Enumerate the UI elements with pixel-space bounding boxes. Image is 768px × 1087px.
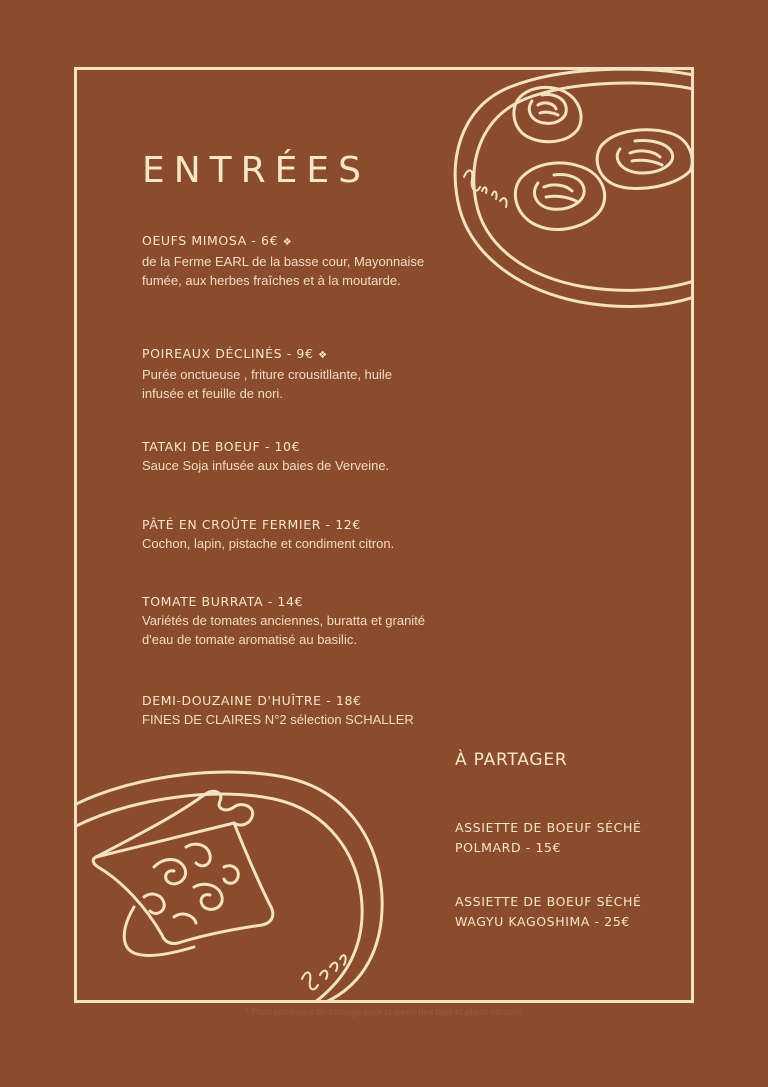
dish-description: Cochon, lapin, pistache et condiment citron. bbox=[142, 536, 395, 551]
dish-name: DEMI-DOUZAINE D'HUÎTRE - 18€ bbox=[142, 693, 362, 708]
share-item-line: ASSIETTE DE BOEUF SÉCHÉ bbox=[455, 894, 642, 909]
dish-description: Sauce Soja infusée aux baies de Verveine. bbox=[142, 458, 390, 473]
dish-poireaux-declines bbox=[142, 345, 442, 403]
dish-name: OEUFS MIMOSA - 6€ bbox=[142, 233, 279, 248]
dish-demi-douzaine-huitre bbox=[142, 692, 442, 729]
vegetarian-mark-icon: ❖ bbox=[282, 237, 293, 248]
share-item-polmard bbox=[455, 818, 685, 858]
dish-name: TATAKI DE BOEUF - 10€ bbox=[142, 439, 301, 454]
pate-en-croute-illustration bbox=[74, 757, 394, 1003]
dish-tomate-burrata bbox=[142, 593, 442, 649]
share-item-price-line: POLMARD - 15€ bbox=[455, 840, 562, 855]
eggs-mimosa-illustration bbox=[440, 67, 694, 312]
dish-oeufs-mimosa bbox=[142, 232, 442, 290]
dish-name: POIREAUX DÉCLINÉS - 9€ bbox=[142, 346, 314, 361]
share-item-line: ASSIETTE DE BOEUF SÉCHÉ bbox=[455, 820, 642, 835]
share-item-price-line: WAGYU KAGOSHIMA - 25€ bbox=[455, 914, 630, 929]
dish-tataki-de-boeuf bbox=[142, 438, 442, 475]
share-section-title: À PARTAGER bbox=[455, 750, 568, 770]
footnote: * Plats contenant du fromage pour la santé des fans et plaisir complet bbox=[245, 1007, 523, 1017]
vegetarian-mark-icon: ❖ bbox=[318, 350, 328, 361]
dish-description: Purée onctueuse , friture crousitllante, huile infusée et feuille de nori. bbox=[142, 367, 393, 401]
dish-description: Variétés de tomates anciennes, buratta et granité d'eau de tomate aromatisé au basilic. bbox=[142, 613, 426, 647]
dish-description: FINES DE CLAIRES N°2 sélection SCHALLER bbox=[142, 712, 414, 727]
share-item-wagyu bbox=[455, 892, 685, 932]
dish-name: PÂTÉ EN CROÛTE FERMIER - 12€ bbox=[142, 517, 361, 532]
page-title: ENTRÉES bbox=[142, 150, 371, 191]
dish-pate-en-croute bbox=[142, 516, 442, 553]
dish-name: TOMATE BURRATA - 14€ bbox=[142, 594, 304, 609]
dish-description: de la Ferme EARL de la basse cour, Mayonnaise fumée, aux herbes fraîches et à la moutarde. bbox=[142, 254, 425, 288]
